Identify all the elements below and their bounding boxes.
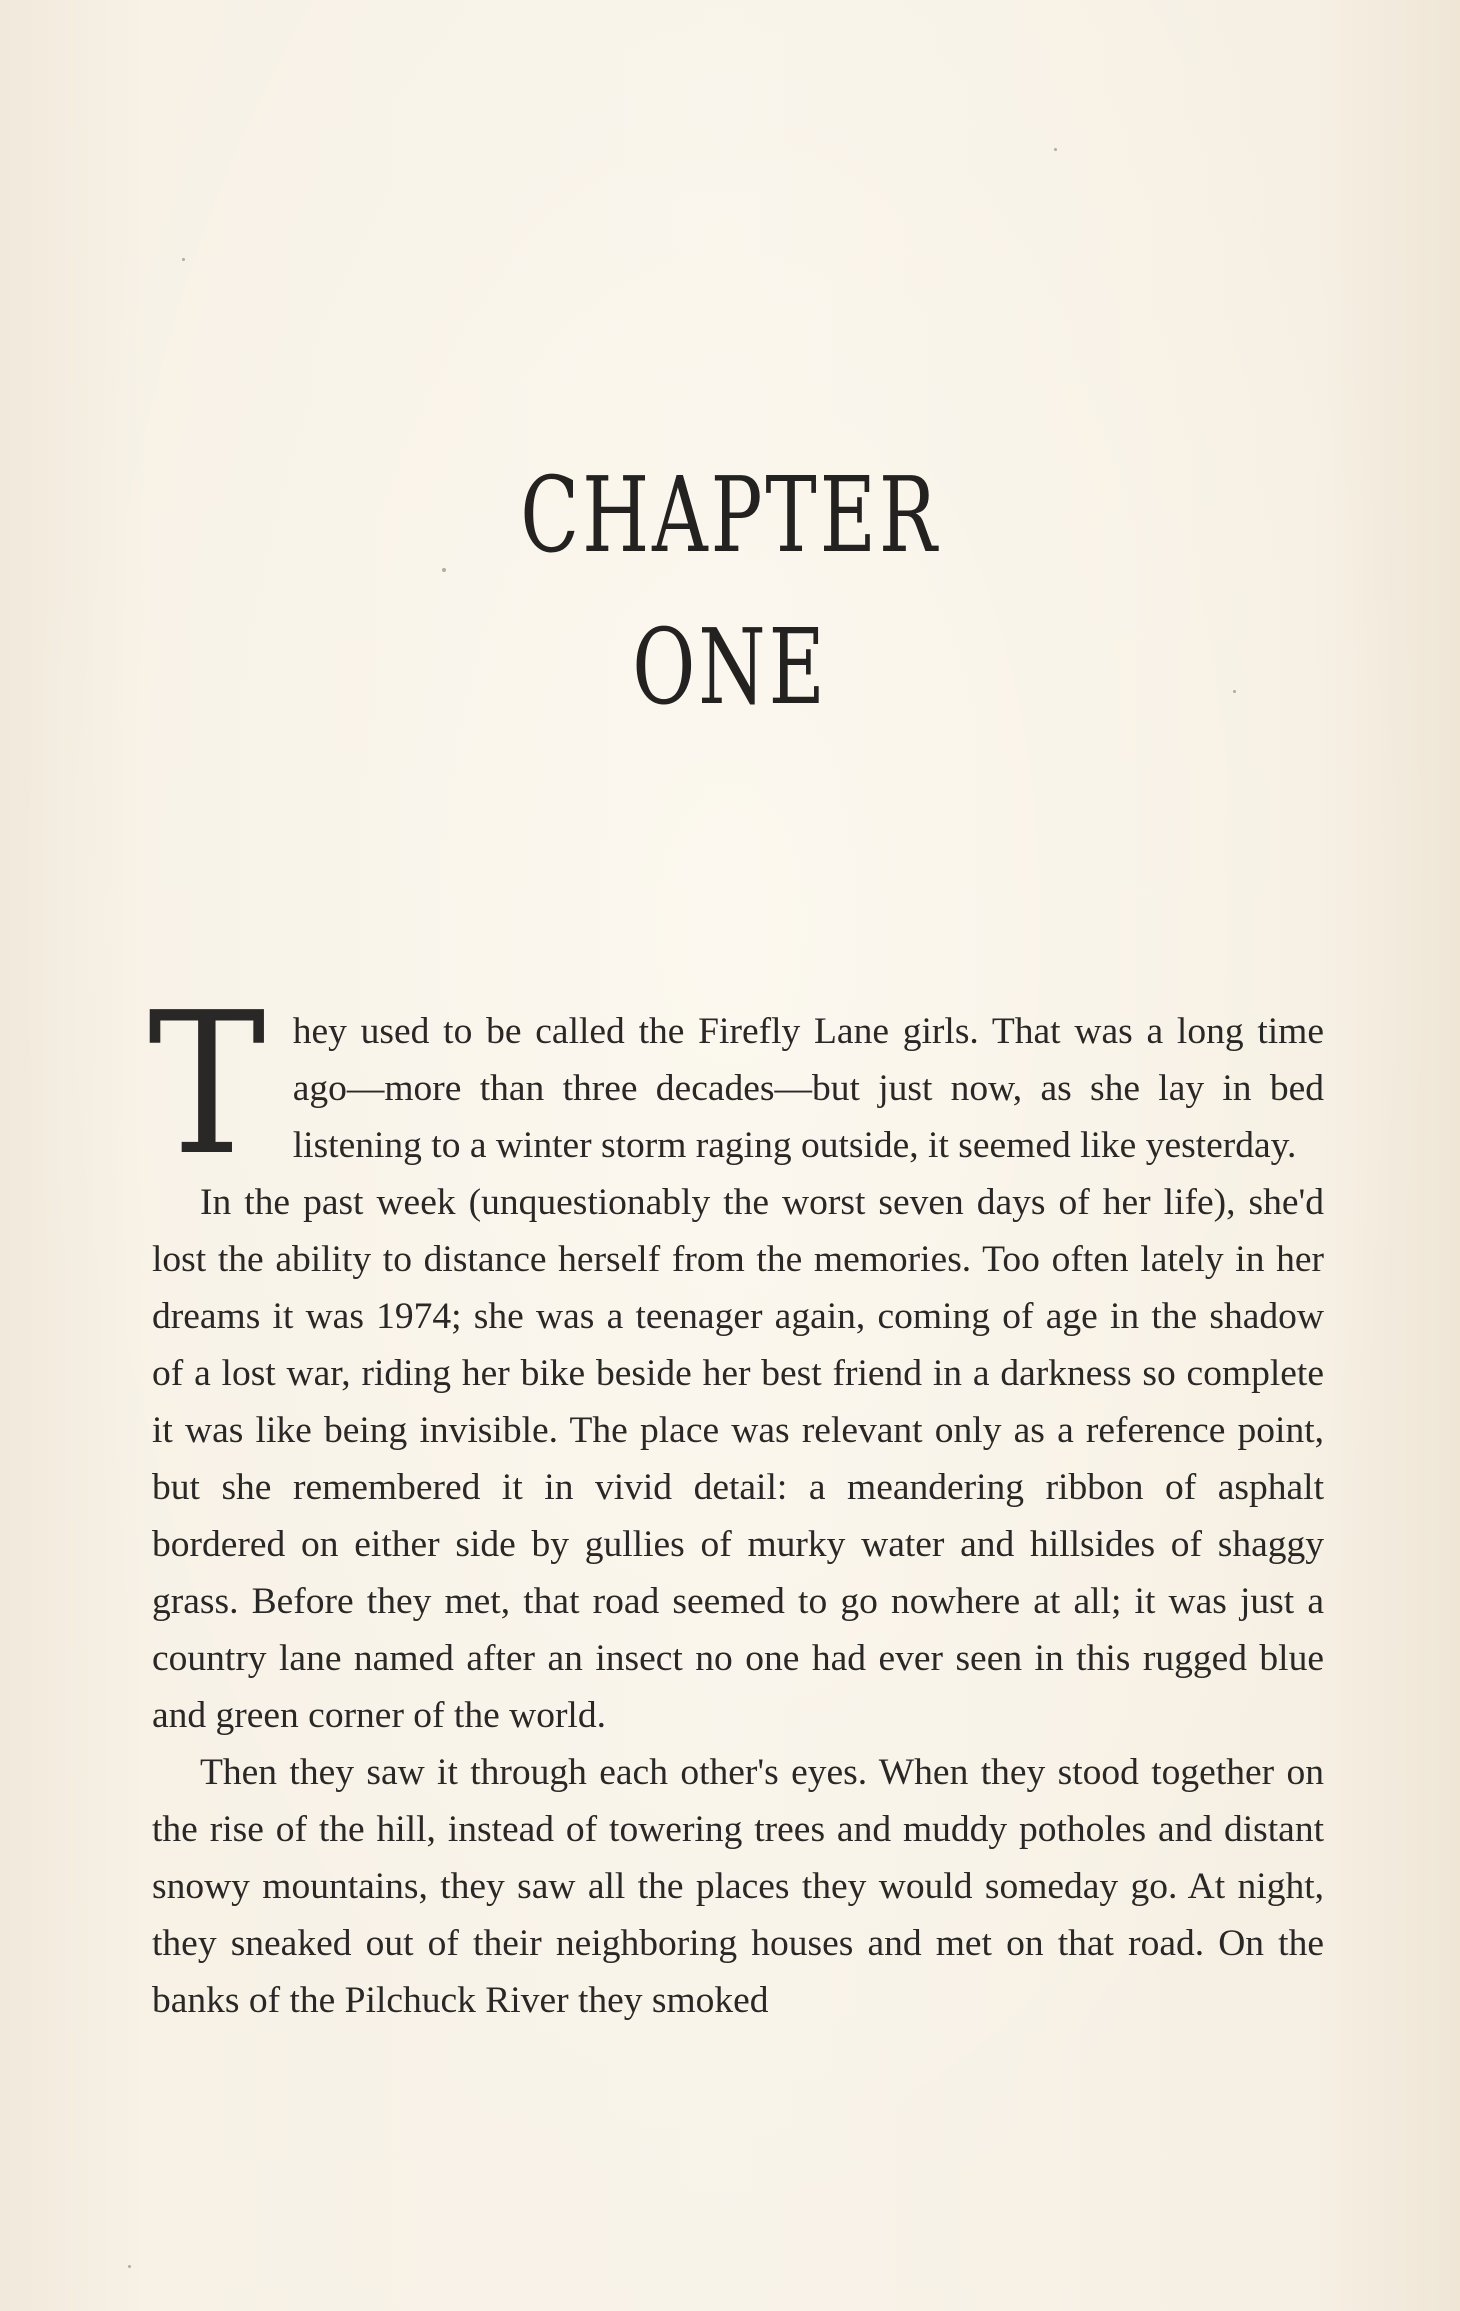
- body-paragraph-1: In the past week (unquestionably the worst seven days of her life), she'd lost the ability to distance herself from the memories. Too often lately in her dreams it was 1974; she was a teenager again, coming of age in the shadow of a lost war, riding her bike beside her best friend in a darkness so complete it was like being invisible. The place was relevant only as a reference point, but she remembered it in vivid detail: a meandering ribbon of asphalt bordered on either side by gullies of murky water and hillsides of shaggy grass. Before they met, that road seemed to go nowhere at all; it was just a country lane named after an insect no one had ever seen in this rugged blue and green corner of the world.: [152, 1182, 1324, 1736]
- chapter-body: [148, 971, 1324, 2029]
- paper-speck: [182, 258, 185, 261]
- opening-paragraph: [148, 971, 1324, 1199]
- chapter-heading: [0, 439, 1460, 743]
- chapter-title-line-1: CHAPTER: [520, 454, 940, 577]
- body-paragraph-2: Then they saw it through each other's eyes. When they stood together on the rise of the hill, instead of towering trees and muddy potholes and distant snowy mountains, they saw all the places they would someday go. At night, they sneaked out of their neighboring houses and met on that road. On the banks of the Pilchuck River they smoked: [152, 1752, 1324, 2021]
- opening-paragraph-text: hey used to be called the Firefly Lane girls. That was a long time ago—more than three decades—but just now, as she lay in bed listening to a winter storm raging outside, it seemed like yesterday.: [292, 1011, 1324, 1166]
- paper-speck: [1054, 148, 1057, 151]
- paper-speck: [128, 2265, 131, 2268]
- drop-cap: T: [148, 971, 266, 1199]
- chapter-title-line-2: ONE: [632, 606, 828, 729]
